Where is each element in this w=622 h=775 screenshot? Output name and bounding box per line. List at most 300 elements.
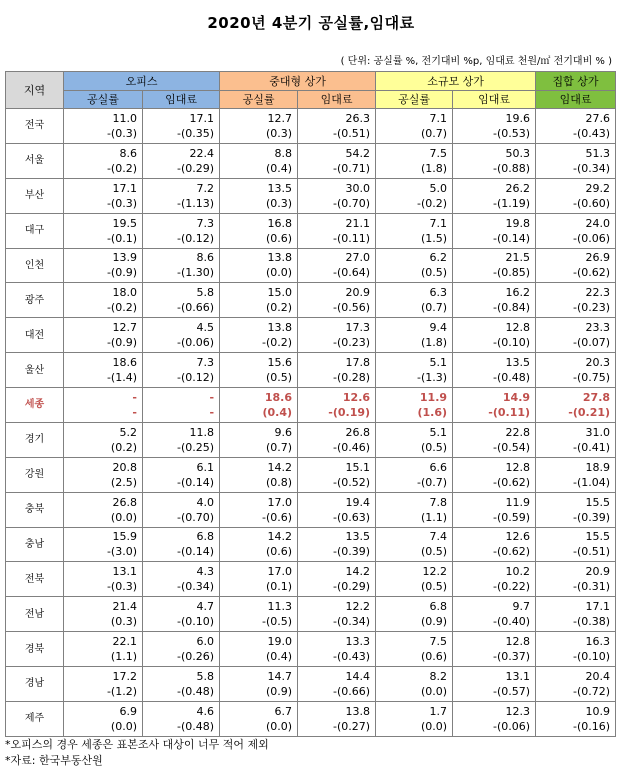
current-value: 8.8	[274, 146, 293, 160]
cell-small-rent	[453, 457, 536, 492]
cell-mid-rent	[298, 283, 376, 318]
header-office: 오피스	[64, 72, 220, 91]
cell-small-vacancy	[376, 143, 453, 178]
change-value: -(0.3)	[106, 580, 137, 594]
cell-office-vacancy	[64, 422, 143, 457]
cell-office-rent	[143, 109, 220, 144]
current-value: 15.1	[345, 460, 371, 474]
current-value: 27.6	[585, 111, 611, 125]
subheader-mid-vacancy: 공실률	[220, 91, 298, 109]
cell-mid-rent	[298, 597, 376, 632]
change-value: -(0.70)	[176, 510, 215, 524]
current-value: 19.8	[505, 216, 531, 230]
cell-office-vacancy	[64, 143, 143, 178]
table-row	[6, 318, 616, 353]
cell-small-vacancy	[376, 701, 453, 736]
current-value: 6.8	[196, 530, 215, 544]
header-region: 지역	[6, 72, 64, 109]
change-value: (0.6)	[420, 650, 448, 664]
current-value: 9.6	[274, 425, 293, 439]
current-value: 4.0	[196, 495, 215, 509]
cell-mid-vacancy	[220, 562, 298, 597]
cell-mid-vacancy	[220, 213, 298, 248]
change-value: -(0.75)	[573, 371, 611, 385]
table-row	[6, 213, 616, 248]
cell-mid-rent	[298, 701, 376, 736]
current-value: 7.4	[429, 530, 448, 544]
change-value: (0.6)	[265, 545, 293, 559]
cell-small-rent	[453, 213, 536, 248]
change-value: -(1.04)	[573, 475, 611, 489]
vacancy-rent-table	[5, 71, 616, 737]
current-value: 51.3	[585, 146, 611, 160]
subheader-mid-rent: 임대료	[298, 91, 376, 109]
cell-small-vacancy	[376, 562, 453, 597]
cell-office-vacancy	[64, 283, 143, 318]
change-value: (0.2)	[110, 440, 137, 454]
change-value: -(1.30)	[176, 266, 215, 280]
cell-small-vacancy	[376, 109, 453, 144]
change-value: -(0.62)	[573, 266, 611, 280]
cell-small-vacancy	[376, 213, 453, 248]
current-value: 14.2	[345, 565, 371, 579]
current-value: 8.6	[119, 146, 137, 160]
region-cell: 서울	[6, 143, 64, 178]
current-value: 17.1	[112, 181, 137, 195]
current-value: 6.3	[429, 286, 448, 300]
change-value: -(0.66)	[176, 301, 215, 315]
change-value: (0.5)	[420, 440, 448, 454]
cell-mid-rent	[298, 562, 376, 597]
change-value: -(0.62)	[493, 545, 531, 559]
cell-office-vacancy	[64, 109, 143, 144]
change-value: -(0.52)	[332, 475, 371, 489]
current-value: 17.1	[585, 600, 611, 614]
current-value: 6.6	[429, 460, 448, 474]
change-value: -(0.51)	[332, 126, 371, 140]
cell-mid-rent	[298, 667, 376, 702]
cell-small-rent	[453, 632, 536, 667]
cell-small-vacancy	[376, 283, 453, 318]
current-value: 14.7	[267, 669, 293, 683]
change-value: -(0.51)	[573, 545, 611, 559]
current-value: 26.8	[345, 425, 371, 439]
current-value: 7.8	[429, 495, 448, 509]
table-row	[6, 632, 616, 667]
cell-mid-vacancy	[220, 632, 298, 667]
change-value: (0.9)	[420, 615, 448, 629]
change-value: -(0.46)	[332, 440, 371, 454]
change-value: -(0.40)	[493, 615, 531, 629]
change-value: -(0.31)	[573, 580, 611, 594]
change-value: -(0.62)	[493, 475, 531, 489]
region-cell: 제주	[6, 701, 64, 736]
cell-mid-rent	[298, 457, 376, 492]
cell-office-rent	[143, 457, 220, 492]
change-value: -(0.48)	[176, 719, 215, 733]
change-value: (0.6)	[265, 231, 293, 245]
current-value: 14.9	[502, 390, 531, 404]
change-value: -(0.16)	[573, 719, 611, 733]
change-value: -(0.12)	[176, 371, 215, 385]
current-value: 7.2	[196, 181, 215, 195]
region-cell: 광주	[6, 283, 64, 318]
current-value: 13.8	[267, 251, 293, 265]
current-value: 7.1	[429, 216, 448, 230]
cell-office-rent	[143, 213, 220, 248]
current-value: 15.5	[585, 530, 611, 544]
cell-office-rent	[143, 318, 220, 353]
current-value: 6.0	[196, 635, 215, 649]
cell-mid-rent	[298, 178, 376, 213]
current-value: 5.8	[196, 669, 215, 683]
change-value: -(0.11)	[488, 405, 531, 419]
cell-collective-rent	[536, 318, 616, 353]
current-value: 13.5	[345, 530, 371, 544]
subheader-office-vacancy: 공실률	[64, 91, 143, 109]
footnote-sejong: *오피스의 경우 세종은 표본조사 대상이 너무 적어 제외	[5, 738, 269, 751]
table-row	[6, 457, 616, 492]
cell-collective-rent	[536, 422, 616, 457]
change-value: -(0.38)	[573, 615, 611, 629]
current-value: 4.5	[196, 321, 215, 335]
cell-collective-rent	[536, 701, 616, 736]
change-value: (0.3)	[110, 615, 137, 629]
current-value: 17.8	[345, 356, 371, 370]
change-value: (1.8)	[420, 161, 448, 175]
change-value: -(0.9)	[106, 266, 137, 280]
cell-office-vacancy	[64, 248, 143, 283]
region-cell: 전북	[6, 562, 64, 597]
table-row	[6, 388, 616, 423]
change-value: -(0.3)	[106, 126, 137, 140]
change-value: (0.7)	[265, 440, 293, 454]
region-cell: 부산	[6, 178, 64, 213]
change-value: -(0.84)	[493, 301, 531, 315]
cell-office-vacancy	[64, 667, 143, 702]
change-value: -(0.9)	[106, 336, 137, 350]
change-value: -(0.27)	[332, 719, 371, 733]
current-value: 54.2	[345, 146, 371, 160]
current-value: 8.2	[429, 669, 448, 683]
current-value: 7.1	[429, 111, 448, 125]
current-value: 11.8	[189, 425, 215, 439]
current-value: 13.5	[267, 181, 293, 195]
current-value: 30.0	[345, 181, 371, 195]
change-value: -(0.66)	[332, 684, 371, 698]
cell-mid-vacancy	[220, 527, 298, 562]
change-value: -	[209, 405, 215, 419]
current-value: 20.9	[345, 286, 371, 300]
current-value: 10.2	[505, 565, 531, 579]
current-value: 27.0	[345, 251, 371, 265]
table-row	[6, 248, 616, 283]
change-value: -(0.57)	[493, 684, 531, 698]
current-value: 12.3	[505, 704, 531, 718]
current-value: 12.6	[505, 530, 531, 544]
current-value: -	[209, 390, 215, 404]
current-value: 17.3	[345, 321, 371, 335]
change-value: -(0.85)	[493, 266, 531, 280]
cell-mid-rent	[298, 422, 376, 457]
change-value: -(0.34)	[573, 161, 611, 175]
change-value: (0.7)	[420, 126, 448, 140]
current-value: -	[132, 390, 137, 404]
region-cell: 강원	[6, 457, 64, 492]
table-header	[6, 72, 616, 109]
change-value: (0.5)	[420, 266, 448, 280]
change-value: (0.0)	[420, 719, 448, 733]
change-value: -(0.59)	[493, 510, 531, 524]
cell-small-rent	[453, 318, 536, 353]
current-value: 19.6	[505, 111, 531, 125]
cell-small-vacancy	[376, 492, 453, 527]
cell-office-vacancy	[64, 178, 143, 213]
region-cell: 전국	[6, 109, 64, 144]
current-value: 11.3	[267, 600, 293, 614]
change-value: (0.5)	[420, 580, 448, 594]
cell-mid-vacancy	[220, 597, 298, 632]
change-value: -(0.1)	[106, 231, 137, 245]
change-value: -(0.10)	[573, 650, 611, 664]
region-cell: 대구	[6, 213, 64, 248]
cell-collective-rent	[536, 632, 616, 667]
current-value: 12.2	[345, 600, 371, 614]
change-value: -(0.2)	[416, 196, 448, 210]
change-value: -(1.13)	[176, 196, 215, 210]
footnote-source: *자료: 한국부동산원	[5, 754, 103, 767]
cell-collective-rent	[536, 597, 616, 632]
current-value: 14.2	[267, 530, 293, 544]
cell-mid-vacancy	[220, 178, 298, 213]
current-value: 14.2	[267, 460, 293, 474]
change-value: -(0.11)	[332, 231, 371, 245]
cell-collective-rent	[536, 492, 616, 527]
cell-small-vacancy	[376, 318, 453, 353]
table-row	[6, 353, 616, 388]
subheader-small-rent: 임대료	[453, 91, 536, 109]
change-value: -(0.29)	[332, 580, 371, 594]
change-value: -(0.63)	[332, 510, 371, 524]
header-collective-shops: 집합 상가	[536, 72, 616, 91]
current-value: 29.2	[585, 181, 611, 195]
current-value: 26.8	[112, 495, 137, 509]
change-value: (0.4)	[265, 161, 293, 175]
table-row	[6, 143, 616, 178]
change-value: (0.4)	[262, 405, 293, 419]
cell-office-rent	[143, 422, 220, 457]
current-value: 16.3	[585, 635, 611, 649]
cell-mid-vacancy	[220, 701, 298, 736]
current-value: 15.0	[267, 286, 293, 300]
current-value: 13.1	[112, 565, 137, 579]
current-value: 13.5	[505, 356, 531, 370]
cell-office-rent	[143, 143, 220, 178]
change-value: (0.7)	[420, 301, 448, 315]
change-value: (1.1)	[420, 510, 448, 524]
current-value: 9.7	[512, 600, 531, 614]
region-cell: 세종	[6, 388, 64, 423]
change-value: -(0.48)	[493, 371, 531, 385]
region-cell: 대전	[6, 318, 64, 353]
cell-office-rent	[143, 178, 220, 213]
current-value: 6.7	[274, 704, 293, 718]
header-small-shops: 소규모 상가	[376, 72, 536, 91]
current-value: 6.1	[196, 460, 215, 474]
current-value: 12.6	[342, 390, 371, 404]
subheader-small-vacancy: 공실률	[376, 91, 453, 109]
current-value: 22.1	[112, 635, 137, 649]
cell-office-rent	[143, 353, 220, 388]
change-value: -(0.14)	[176, 475, 215, 489]
change-value: (0.4)	[265, 650, 293, 664]
current-value: 17.1	[189, 111, 215, 125]
change-value: -(0.72)	[573, 684, 611, 698]
change-value: -(1.2)	[106, 684, 137, 698]
current-value: 19.0	[267, 635, 293, 649]
change-value: -(0.10)	[493, 336, 531, 350]
cell-office-vacancy	[64, 632, 143, 667]
change-value: (2.5)	[110, 475, 137, 489]
change-value: (0.3)	[265, 196, 293, 210]
cell-office-vacancy	[64, 318, 143, 353]
cell-mid-vacancy	[220, 143, 298, 178]
current-value: 12.8	[505, 321, 531, 335]
cell-small-rent	[453, 422, 536, 457]
region-cell: 충남	[6, 527, 64, 562]
cell-mid-rent	[298, 353, 376, 388]
current-value: 6.8	[429, 600, 448, 614]
cell-small-rent	[453, 597, 536, 632]
change-value: -(0.39)	[573, 510, 611, 524]
region-cell: 울산	[6, 353, 64, 388]
table-row	[6, 422, 616, 457]
cell-collective-rent	[536, 667, 616, 702]
cell-mid-vacancy	[220, 109, 298, 144]
cell-mid-vacancy	[220, 283, 298, 318]
table-row	[6, 527, 616, 562]
cell-office-vacancy	[64, 388, 143, 423]
change-value: (0.0)	[110, 510, 137, 524]
current-value: 5.8	[196, 286, 215, 300]
change-value: -(0.34)	[176, 580, 215, 594]
cell-collective-rent	[536, 213, 616, 248]
current-value: 15.9	[112, 530, 137, 544]
region-cell: 경남	[6, 667, 64, 702]
change-value: (0.0)	[265, 266, 293, 280]
cell-small-rent	[453, 701, 536, 736]
cell-office-vacancy	[64, 562, 143, 597]
current-value: 15.6	[267, 356, 293, 370]
current-value: 10.9	[585, 704, 611, 718]
cell-collective-rent	[536, 248, 616, 283]
cell-office-vacancy	[64, 527, 143, 562]
current-value: 17.0	[267, 565, 293, 579]
footnotes	[5, 737, 269, 769]
change-value: -(0.70)	[332, 196, 371, 210]
current-value: 27.8	[582, 390, 611, 404]
current-value: 17.2	[112, 669, 137, 683]
change-value: (0.0)	[110, 719, 137, 733]
change-value: -(0.26)	[176, 650, 215, 664]
current-value: 7.3	[196, 216, 215, 230]
cell-small-rent	[453, 283, 536, 318]
current-value: 9.4	[429, 321, 448, 335]
table-row	[6, 701, 616, 736]
cell-small-vacancy	[376, 422, 453, 457]
cell-collective-rent	[536, 353, 616, 388]
current-value: 13.1	[505, 669, 531, 683]
current-value: 18.6	[112, 356, 137, 370]
change-value: -(0.22)	[493, 580, 531, 594]
current-value: 7.5	[429, 635, 448, 649]
current-value: 12.7	[112, 321, 137, 335]
cell-small-vacancy	[376, 667, 453, 702]
change-value: (1.1)	[110, 650, 137, 664]
page-title: 2020년 4분기 공실률,임대료	[207, 14, 415, 32]
change-value: -(0.2)	[261, 336, 293, 350]
change-value: (0.5)	[265, 371, 293, 385]
cell-office-vacancy	[64, 701, 143, 736]
current-value: 20.8	[112, 460, 137, 474]
cell-office-rent	[143, 527, 220, 562]
region-cell: 경기	[6, 422, 64, 457]
change-value: -(0.25)	[176, 440, 215, 454]
change-value: (0.9)	[265, 684, 293, 698]
cell-mid-rent	[298, 318, 376, 353]
change-value: -(0.56)	[332, 301, 371, 315]
change-value: (1.8)	[420, 336, 448, 350]
current-value: 16.8	[267, 216, 293, 230]
change-value: -(0.23)	[332, 336, 371, 350]
change-value: -(0.06)	[493, 719, 531, 733]
cell-small-vacancy	[376, 457, 453, 492]
cell-office-vacancy	[64, 457, 143, 492]
table-body	[6, 109, 616, 737]
current-value: 5.1	[429, 425, 448, 439]
change-value: (0.0)	[265, 719, 293, 733]
change-value: -(1.3)	[416, 371, 448, 385]
cell-small-rent	[453, 492, 536, 527]
change-value: -(1.19)	[493, 196, 531, 210]
change-value: (1.6)	[417, 405, 448, 419]
region-cell: 인천	[6, 248, 64, 283]
cell-office-vacancy	[64, 213, 143, 248]
current-value: 21.4	[112, 600, 137, 614]
current-value: 7.5	[429, 146, 448, 160]
cell-small-vacancy	[376, 527, 453, 562]
cell-small-rent	[453, 248, 536, 283]
current-value: 8.6	[196, 251, 215, 265]
cell-mid-rent	[298, 632, 376, 667]
cell-mid-vacancy	[220, 492, 298, 527]
cell-small-rent	[453, 178, 536, 213]
current-value: 19.5	[112, 216, 137, 230]
table-row	[6, 492, 616, 527]
change-value: -(0.10)	[176, 615, 215, 629]
cell-small-rent	[453, 109, 536, 144]
cell-small-rent	[453, 562, 536, 597]
cell-office-rent	[143, 492, 220, 527]
change-value: -	[132, 405, 137, 419]
cell-office-vacancy	[64, 597, 143, 632]
cell-small-rent	[453, 667, 536, 702]
change-value: -(0.23)	[573, 301, 611, 315]
cell-office-rent	[143, 248, 220, 283]
cell-collective-rent	[536, 143, 616, 178]
cell-small-rent	[453, 527, 536, 562]
current-value: 6.9	[119, 704, 137, 718]
